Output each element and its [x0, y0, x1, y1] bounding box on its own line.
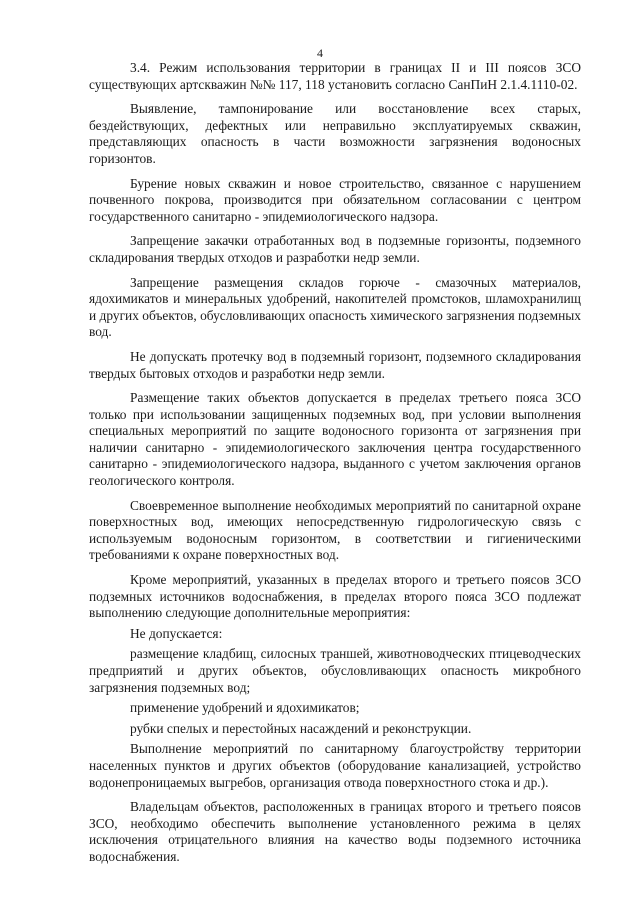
paragraph-second-belt-measures: Кроме мероприятий, указанных в пределах второго и третьего поясов ЗСО подземных источников водоснабжения, в пределах второго пояса ЗСО подлежат выполнению следующие дополнительные мероприятия:	[89, 572, 581, 621]
paragraph-well-plugging: Выявление, тампонирование или восстановление всех старых, бездействующих, дефектных или неправильно эксплуатируемых скважин, представляющих опасность в части возможности загрязнения водоносных горизонтов.	[89, 101, 581, 166]
paragraph-sanitary-improvement: Выполнение мероприятий по санитарному благоустройству территории населенных пунктов и других объектов (оборудование канализацией, устройство водонепроницаемых выгребов, организация отвода поверхностного стока и др.).	[89, 741, 581, 790]
paragraph-3-4-zone-regime: 3.4. Режим использования территории в границах II и III поясов ЗСО существующих артскважин №№ 117, 118 установить согласно СанПиН 2.1.4.1110-02.	[89, 60, 581, 92]
paragraph-injection-ban: Запрещение закачки отработанных вод в подземные горизонты, подземного складирования твердых отходов и разработки недр земли.	[89, 233, 581, 265]
page-number: 4	[317, 46, 323, 60]
paragraph-third-belt-placement: Размещение таких объектов допускается в пределах третьего пояса ЗСО только при использовании защищенных подземных вод, при условии выполнения специальных мероприятий по защите водоносного горизонта от загрязнения при наличии санитарно - эпидемиологического заключения центра государственного санитарно - эпидемиологического надзора, выданного с учетом заключения органов геологического контроля.	[89, 390, 581, 489]
list-item-cemeteries: размещение кладбищ, силосных траншей, животноводческих птицеводческих предприятий и других объектов, обусловливающих опасность микробного загрязнения подземных вод;	[89, 646, 581, 695]
document-body	[89, 60, 581, 874]
paragraph-surface-water-protection: Своевременное выполнение необходимых мероприятий по санитарной охране поверхностных вод, имеющих непосредственную гидрологическую связь с используемым водоносным горизонтом, в соответствии и гигиеническими требованиями к охране поверхностных вод.	[89, 497, 581, 563]
list-item-fertilizers: применение удобрений и ядохимикатов;	[130, 700, 360, 716]
paragraph-owners-obligation: Владельцам объектов, расположенных в границах второго и третьего поясов ЗСО, необходимо обеспечить выполнение установленного режима в целях исключения отрицательного влияния на качество воды подземного источника водоснабжения.	[89, 799, 581, 864]
paragraph-not-allowed: Не допускается:	[130, 625, 223, 641]
paragraph-new-drilling: Бурение новых скважин и новое строительство, связанное с нарушением почвенного покрова, производится при обязательном согласовании с центром государственного санитарно - эпидемиологического надзора.	[89, 175, 581, 224]
paragraph-storage-ban: Запрещение размещения складов горюче - смазочных материалов, ядохимикатов и минеральных удобрений, накопителей промстоков, шламохранилищ и других объектов, обусловливающих опасность химического загрязнения подземных вод.	[89, 274, 581, 340]
list-item-logging: рубки спелых и перестойных насаждений и реконструкции.	[130, 720, 472, 736]
paragraph-leak-prevention: Не допускать протечку вод в подземный горизонт, подземного складирования твердых бытовых отходов и разработки недр земли.	[89, 348, 581, 381]
